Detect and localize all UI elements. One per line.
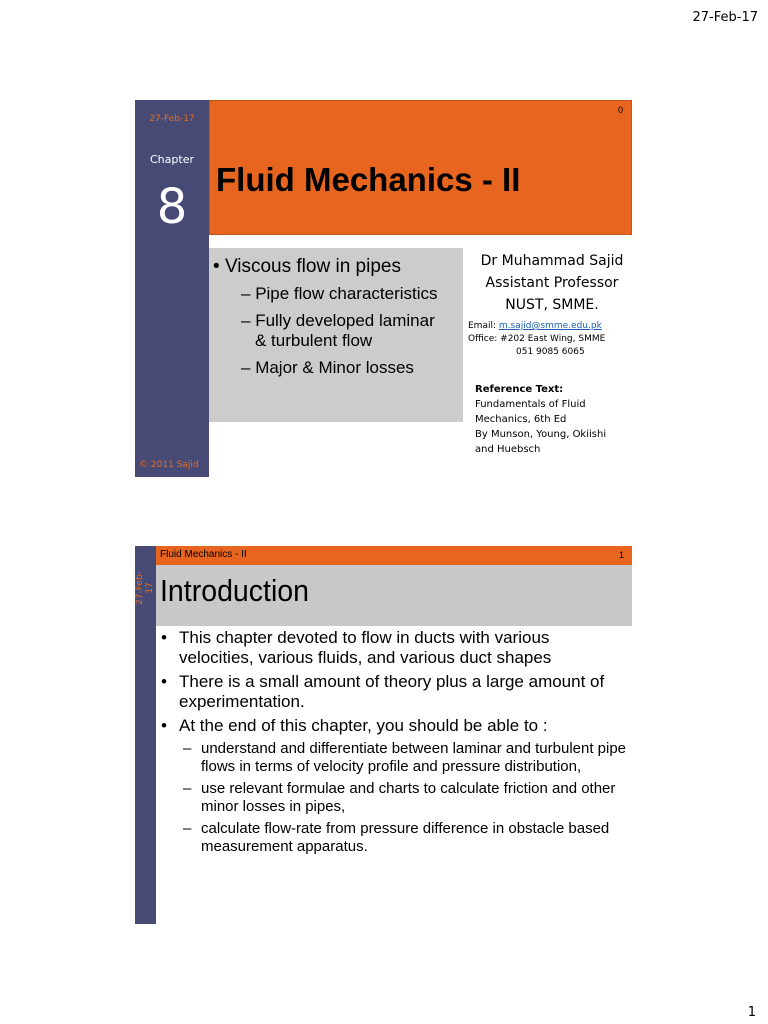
slide-1-header-bar [156,546,632,565]
reference-line: Fundamentals of Fluid [475,399,586,410]
slide-0 [135,100,632,477]
slide-1-sidebar [135,546,156,924]
page-date: 27-Feb-17 [692,10,758,25]
phone-text: 051 9085 6065 [516,347,585,357]
slide-number: 1 [618,550,624,560]
slide-number: 0 [617,105,623,115]
topics-box [209,248,463,422]
office-text: Office: #202 East Wing, SMME [468,334,606,344]
page-number: 1 [747,1005,756,1020]
author-org: NUST, SMME. [505,297,599,313]
slide-1 [135,546,632,924]
reference-heading: Reference Text: [475,384,564,395]
slide-0-header [209,100,632,235]
topic-sub-bullet: – Fully developed laminar [241,311,435,330]
reference-line: and Huebsch [475,444,541,455]
author-role: Assistant Professor [485,275,619,291]
email-link[interactable]: m.sajid@smme.edu.pk [498,321,602,331]
reference-line: Mechanics, 6th Ed [475,414,567,425]
topic-bullet: • Viscous flow in pipes [213,256,401,277]
slide-0-sidebar [135,100,209,477]
contact-block [468,320,605,359]
email-label: Email: [468,321,497,331]
sidebar-date: 27-Feb-17 [149,114,195,124]
reference-line: By Munson, Young, Okiishi [475,429,607,440]
sub-list-item: – calculate flow-rate from pressure difference in obstacle based measurement apparatus. [183,820,610,855]
author-block [467,250,637,316]
slide-title: Fluid Mechanics - II [216,161,521,198]
topic-sub-bullet: – Pipe flow characteristics [241,284,438,303]
copyright: © 2011 Sajid [139,460,199,470]
topic-sub-bullet-cont: & turbulent flow [255,331,373,350]
header-bar-title: Fluid Mechanics - II [160,549,247,560]
chapter-number: 8 [156,179,188,235]
reference-block [475,382,606,457]
slide-1-title-bar [156,565,632,626]
author-name: Dr Muhammad Sajid [480,253,624,269]
chapter-label: Chapter [150,153,194,166]
slide-title: Introduction [160,573,310,608]
list-item: • This chapter devoted to flow in ducts with various velocities, various fluids, and various duct shapes [161,628,552,667]
sub-list-item: – understand and differentiate between laminar and turbulent pipe flows in terms of velocity profile and pressure distribution, [183,740,627,775]
topic-sub-bullet: – Major & Minor losses [241,358,414,377]
list-item: • There is a small amount of theory plus a large amount of experimentation. [161,672,605,711]
sub-list-item: – use relevant formulae and charts to calculate friction and other minor losses in pipes, [183,780,616,815]
slide-1-body [157,626,627,860]
sidebar-date-vertical: 27-Feb-17 [135,571,155,605]
list-item: • At the end of this chapter, you should be able to : [161,716,548,735]
